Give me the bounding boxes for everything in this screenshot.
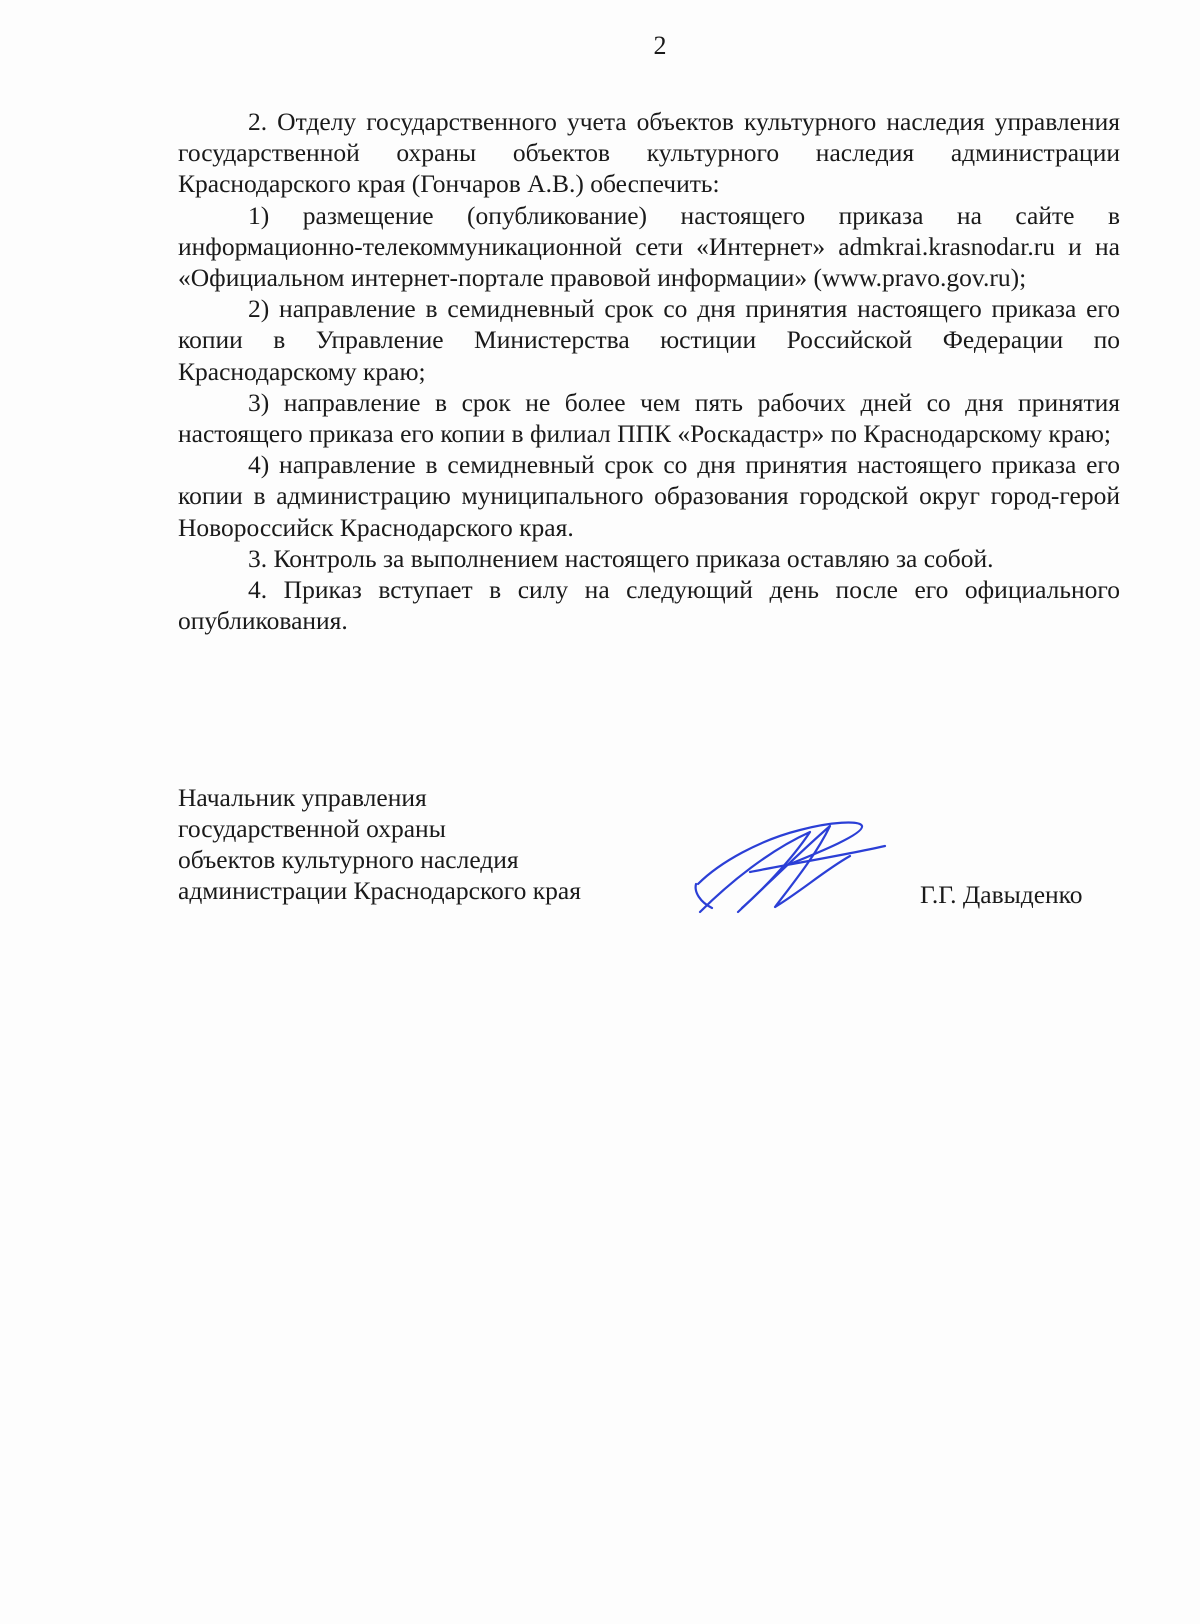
signer-name: Г.Г. Давыденко: [920, 880, 1083, 909]
signature-stroke: [698, 823, 862, 884]
document-body: [178, 106, 1120, 636]
paragraph-2-item-4: 4) направление в семидневный срок со дня принятия настоящего приказа его копии в администрацию муниципального образования городской округ город-герой Новороссийск Краснодарского края.: [178, 450, 1120, 542]
position-line: объектов культурного наследия: [178, 845, 519, 874]
paragraph-4: 4. Приказ вступает в силу на следующий день после его официального опубликования.: [178, 575, 1120, 636]
position-line: государственной охраны: [178, 814, 446, 843]
page-number: 2: [653, 31, 667, 60]
position-line: администрации Краснодарского края: [178, 876, 581, 905]
paragraph-2-item-3: 3) направление в срок не более чем пять рабочих дней со дня принятия настоящего приказа его копии в филиал ППК «Роскадастр» по Краснодарскому краю;: [178, 387, 1120, 449]
paragraph-3: 3. Контроль за выполнением настоящего приказа оставляю за собой.: [248, 543, 994, 573]
signature-stroke: [696, 884, 712, 908]
paragraph-2-item-1: 1) размещение (опубликование) настоящего приказа на сайте в информационно-телекоммуникационной сети «Интернет» admkrai.krasnodar.ru и на «Официальном интернет-портале правовой информации» (www.pravo.gov.ru);: [178, 200, 1120, 293]
signatory-position: [178, 782, 678, 906]
paragraph-2: 2. Отделу государственного учета объектов культурного наследия управления государственной охраны объектов культурного наследия администрации Краснодарского края (Гончаров А.В.) обеспечить:: [178, 107, 1120, 199]
paragraph-2-item-2: 2) направление в семидневный срок со дня принятия настоящего приказа его копии в Управление Министерства юстиции Российской Федерации по Краснодарскому краю;: [178, 294, 1120, 386]
handwritten-signature: [690, 812, 920, 922]
position-line: Начальник управления: [178, 783, 427, 812]
